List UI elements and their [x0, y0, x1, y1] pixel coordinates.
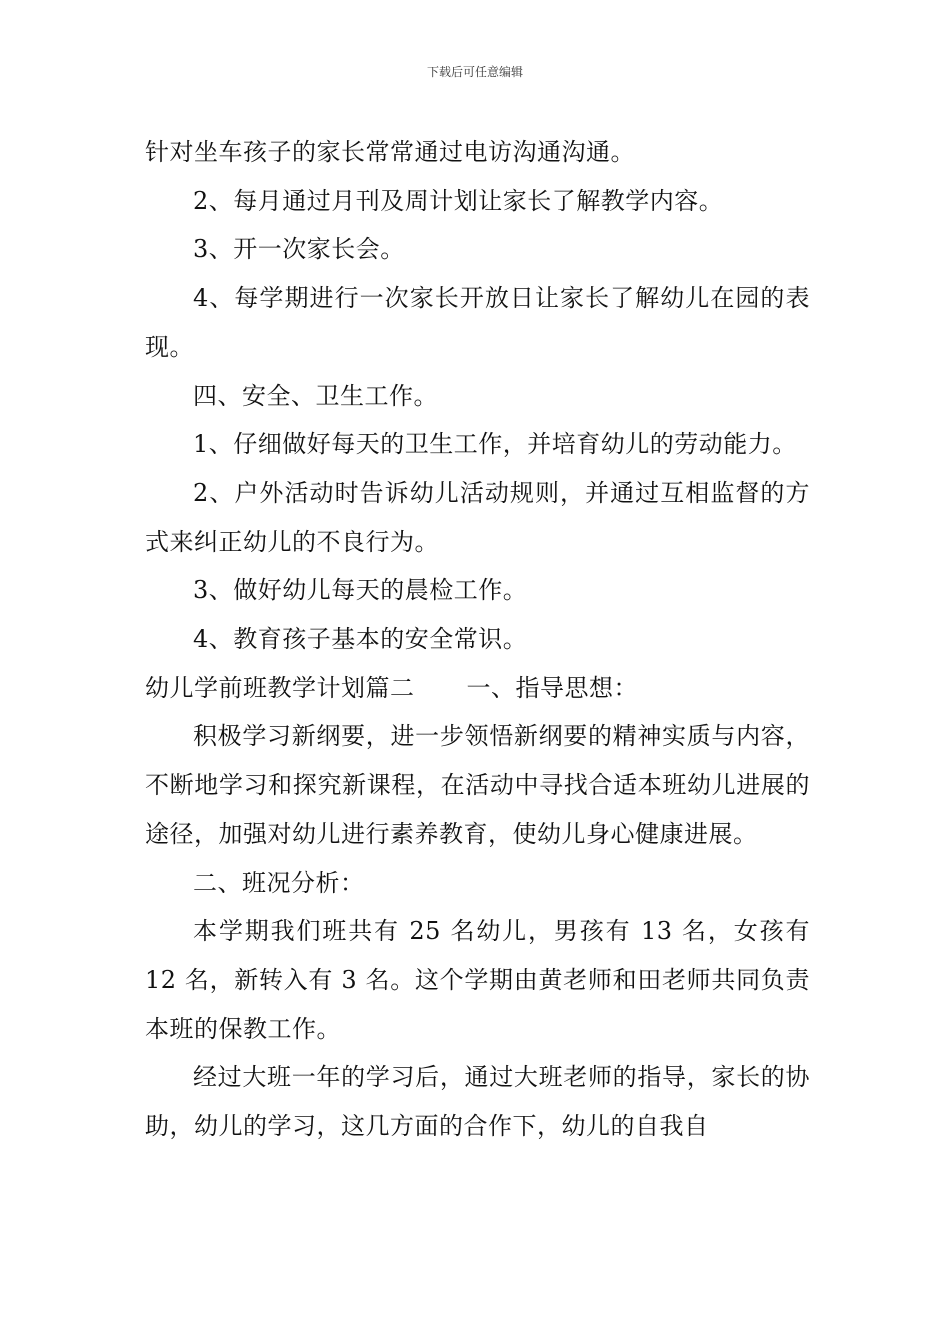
- section-subtitle: 一、指导思想：: [466, 673, 638, 702]
- paragraph: 4、教育孩子基本的安全常识。: [193, 625, 528, 654]
- paragraph: 4、每学期进行一次家长开放日让家长了解幼儿在园的表现。: [145, 284, 810, 361]
- paragraph: 2、户外活动时告诉幼儿活动规则，并通过互相监督的方式来纠正幼儿的不良行为。: [145, 478, 810, 556]
- section-heading: 二、班况分析：: [193, 868, 365, 897]
- section-title: 幼儿学前班教学计划篇二: [145, 673, 415, 702]
- paragraph: 2、每月通过月刊及周计划让家长了解教学内容。: [193, 186, 724, 215]
- paragraph: 本学期我们班共有 25 名幼儿，男孩有 13 名，女孩有 12 名，新转入有 3 名。这个学期由黄老师和田老师共同负责本班的保教工作。: [145, 917, 810, 1043]
- section-heading: 四、安全、卫生工作。: [193, 381, 438, 410]
- paragraph: 3、做好幼儿每天的晨检工作。: [193, 576, 528, 605]
- paragraph: 针对坐车孩子的家长常常通过电访沟通沟通。: [145, 138, 635, 166]
- paragraph: 3、开一次家长会。: [193, 235, 405, 264]
- paragraph: 1、仔细做好每天的卫生工作，并培育幼儿的劳动能力。: [193, 430, 797, 459]
- document-body: [145, 128, 810, 1151]
- section-title-line: [145, 664, 810, 713]
- paragraph: 积极学习新纲要，进一步领悟新纲要的精神实质与内容，不断地学习和探究新课程，在活动中寻找合适本班幼儿进展的途径，加强对幼儿进行素养教育，使幼儿身心健康进展。: [145, 722, 810, 848]
- page-header: 下载后可任意编辑: [426, 65, 523, 79]
- paragraph: 经过大班一年的学习后，通过大班老师的指导，家长的协助，幼儿的学习，这几方面的合作下，幼儿的自我自: [145, 1063, 810, 1141]
